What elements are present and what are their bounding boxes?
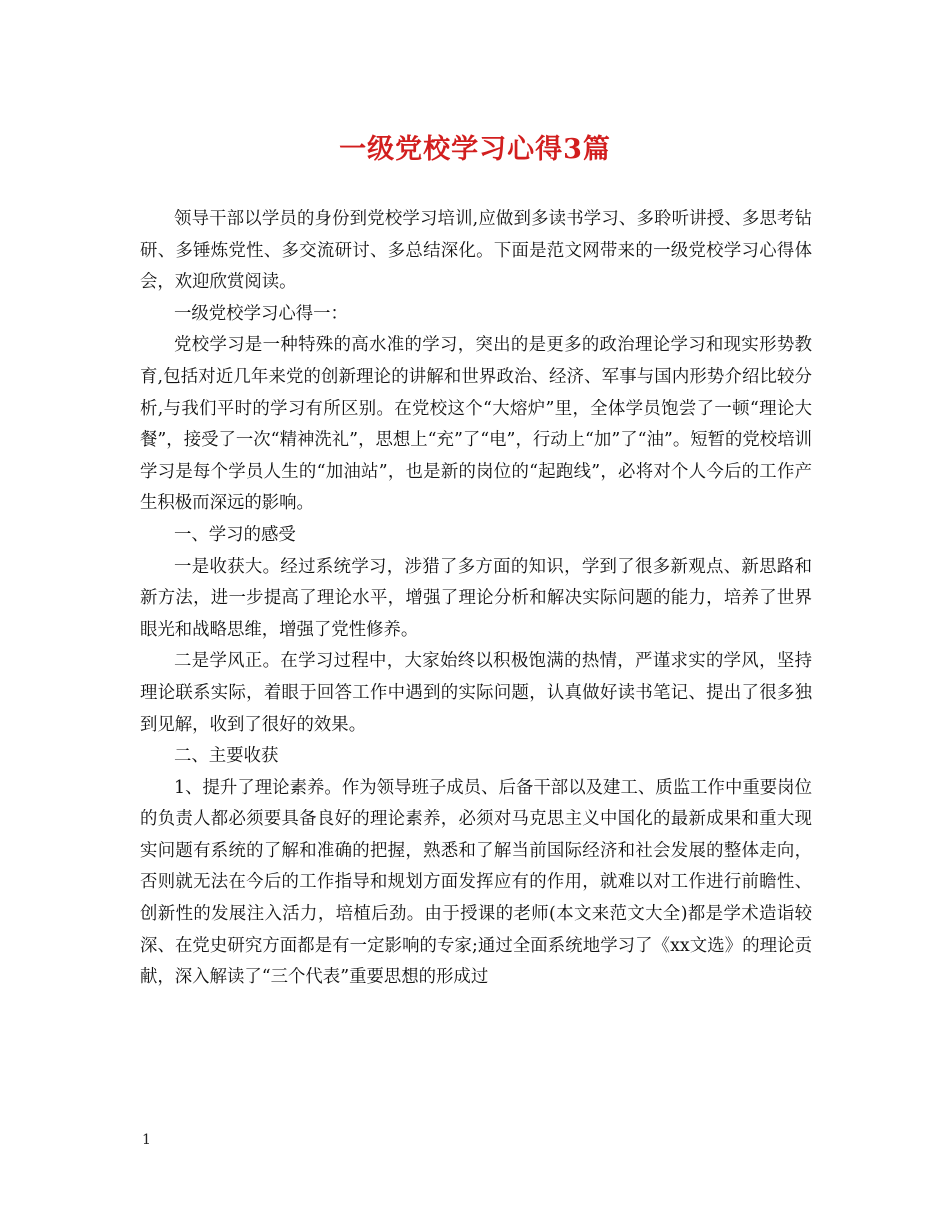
paragraph-theory-literacy: 1、提升了理论素养。作为领导班子成员、后备干部以及建工、质监工作中重要岗位的负责人都必须要具备良好的理论素养，必须对马克思主义中国化的最新成果和重大现实问题有系统的了解和准确的把握，熟悉和了解当前国际经济和社会发展的整体走向，否则就无法在今后的工作指导和规划方面发挥应有的作用，就难以对工作进行前瞻性、创新性的发展注入活力，培植后劲。由于授课的老师(本文来范文大全)都是学术造诣较深、在党史研究方面都是有一定影响的专家;通过全面系统地学习了《xx文选》的理论贡献，深入解读了“三个代表”重要思想的形成过	[140, 777, 812, 988]
section-heading-part-one: 一级党校学习心得一：	[174, 303, 348, 324]
document-title: 一级党校学习心得3篇	[339, 134, 611, 165]
paragraph-party-school-study: 党校学习是一种特殊的高水准的学习，突出的是更多的政治理论学习和现实形势教育,包括对近几年来党的创新理论的讲解和世界政治、经济、军事与国内形势介绍比较分析,与我们平时的学习有所区别。在党校这个“大熔炉”里，全体学员饱尝了一顿“理论大餐”，接受了一次“精神洗礼”，思想上“充”了“电”，行动上“加”了“油”。短暂的党校培训学习是每个学员人生的“加油站”，也是新的岗位的“起跑线”，必将对个人今后的工作产生积极而深远的影响。	[140, 335, 812, 514]
section-heading-feelings: 一、学习的感受	[174, 524, 296, 545]
section-heading-main-gains: 二、主要收获	[174, 746, 279, 767]
paragraph-intro: 领导干部以学员的身份到党校学习培训,应做到多读书学习、多聆听讲授、多思考钻研、多锤炼党性、多交流研讨、多总结深化。下面是范文网带来的一级党校学习心得体会，欢迎欣赏阅读。	[140, 209, 812, 293]
paragraph-big-gains: 一是收获大。经过系统学习，涉猎了多方面的知识，学到了很多新观点、新思路和新方法，进一步提高了理论水平，增强了理论分析和解决实际问题的能力，培养了世界眼光和战略思维，增强了党性修养。	[140, 556, 812, 640]
paragraph-good-study-style: 二是学风正。在学习过程中，大家始终以积极饱满的热情，严谨求实的学风，坚持理论联系实际，着眼于回答工作中遇到的实际问题，认真做好读书笔记、提出了很多独到见解，收到了很好的效果。	[140, 651, 812, 735]
page-number: 1	[142, 1132, 151, 1148]
document-body	[140, 204, 812, 994]
